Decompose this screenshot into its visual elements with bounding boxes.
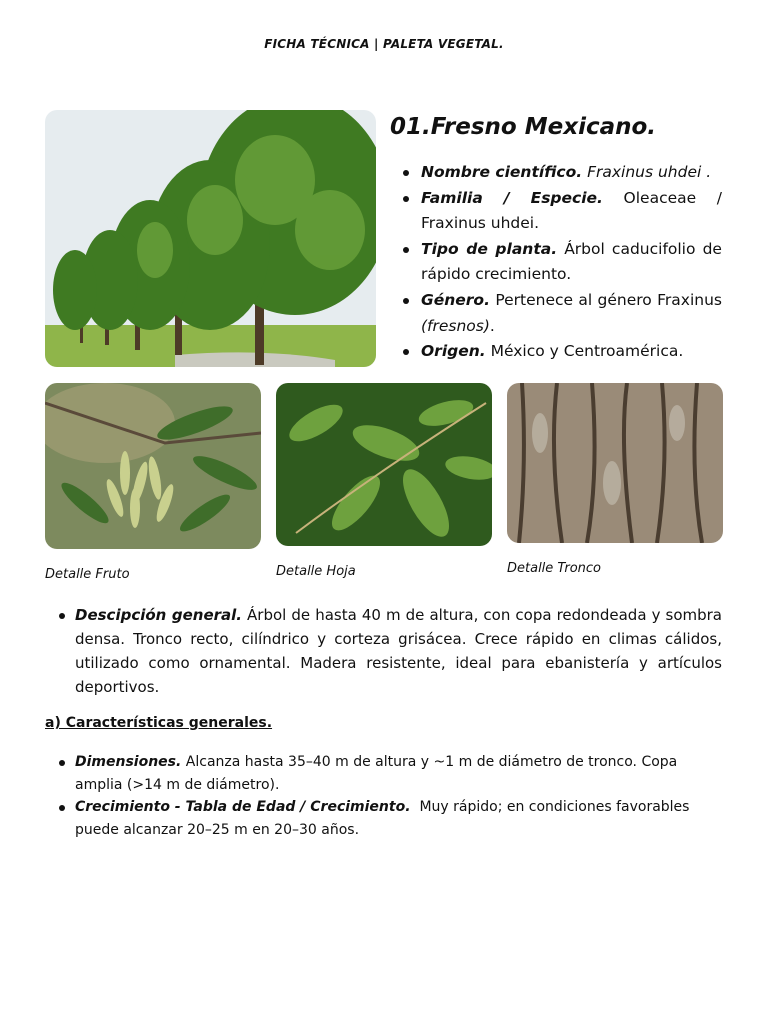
description-item: Descipción general. Árbol de hasta 40 m de altura, con copa redondeada y sombra densa. Tronco recto, cilíndrico y corteza grisácea. Crece rápido en climas cálidos, utilizado como ornamental. Madera resistente, ideal para ebanistería y artículos deportivos. — [58, 603, 722, 699]
species-spec-list — [400, 160, 722, 365]
feature-growth: Crecimiento - Tabla de Edad / Crecimiento. Muy rápido; en condiciones favorables puede alcanzar 20–25 m en 20–30 años. — [58, 796, 722, 841]
general-description — [58, 603, 722, 699]
section-heading: a) Características generales. — [45, 715, 273, 731]
feature-dimensions: Dimensiones. Alcanza hasta 35–40 m de altura y ~1 m de diámetro de tronco. Copa amplia (>14 m de diámetro). — [58, 751, 722, 796]
spec-origin: Origen. México y Centroamérica. — [400, 339, 722, 365]
tree-photo — [45, 110, 376, 367]
spec-scientific-name: Nombre científico. Fraxinus uhdei . — [400, 160, 722, 186]
species-title: 01.Fresno Mexicano. — [390, 114, 657, 140]
trunk-photo — [507, 383, 723, 543]
fruit-photo — [45, 383, 261, 549]
leaf-photo — [276, 383, 492, 546]
spec-family: Familia / Especie. Oleaceae / Fraxinus uhdei. — [400, 186, 722, 237]
features-list — [58, 751, 722, 841]
spec-plant-type: Tipo de planta. Árbol caducifolio de rápido crecimiento. — [400, 237, 722, 288]
caption-fruit: Detalle Fruto — [45, 567, 130, 582]
caption-leaf: Detalle Hoja — [276, 564, 356, 579]
document-header: FICHA TÉCNICA | PALETA VEGETAL. — [264, 37, 504, 51]
caption-trunk: Detalle Tronco — [507, 561, 601, 576]
spec-genus: Género. Pertenece al género Fraxinus (fresnos). — [400, 288, 722, 339]
